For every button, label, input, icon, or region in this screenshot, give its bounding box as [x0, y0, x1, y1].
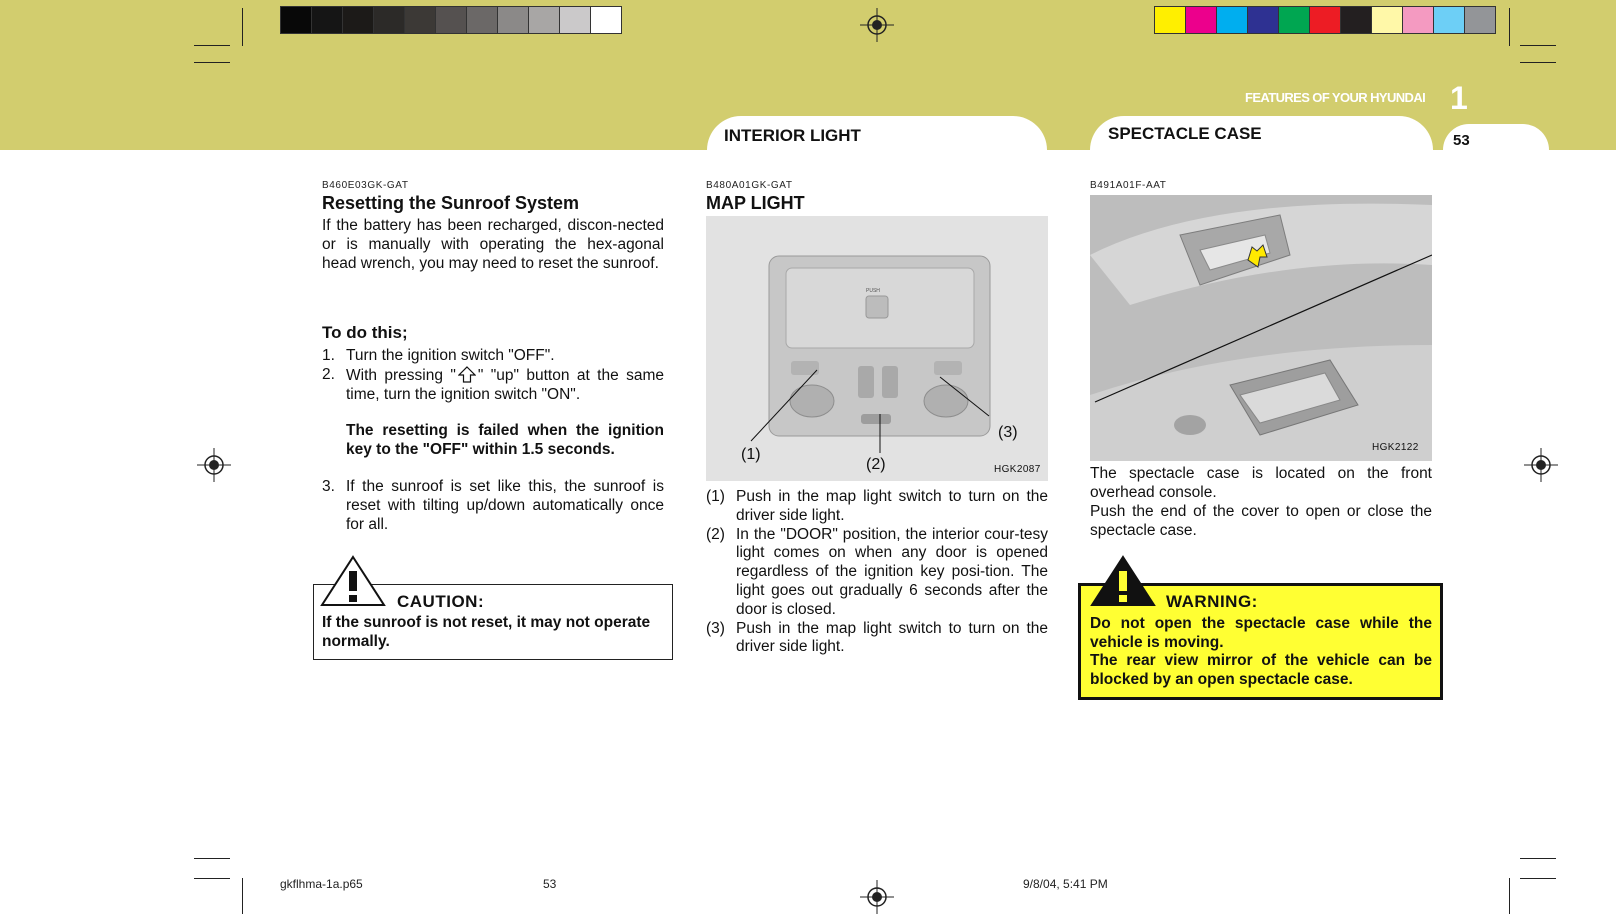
warning-triangle-icon	[1090, 555, 1156, 607]
map-light-list	[706, 488, 1048, 657]
page-number: 53	[1453, 132, 1470, 149]
crop-mark	[1520, 858, 1556, 859]
figure-push-label: PUSH	[866, 288, 880, 294]
list-number: 1.	[322, 347, 335, 364]
list-text: If the sunroof is set like this, the sunroof is reset with tilting up/down automatically once for all.	[346, 477, 664, 533]
color-swatch	[1434, 7, 1465, 33]
bold-note: The resetting is failed when the ignition key to the "OFF" within 1.5 seconds.	[346, 422, 664, 459]
map-light-illustration	[706, 216, 1048, 481]
color-swatch	[1372, 7, 1403, 33]
gray-swatch	[343, 7, 374, 33]
list-text: With pressing "	[346, 366, 456, 384]
color-swatch	[1186, 7, 1217, 33]
up-arrow-icon	[458, 366, 476, 383]
color-swatch	[1248, 7, 1279, 33]
map-light-figure	[706, 216, 1048, 481]
color-swatch	[1217, 7, 1248, 33]
color-swatch	[1465, 7, 1495, 33]
color-swatch	[1155, 7, 1186, 33]
list-item	[322, 366, 664, 405]
list-item-note	[322, 422, 664, 460]
footer-page: 53	[543, 877, 557, 891]
gray-swatch	[312, 7, 343, 33]
list-text: Turn the ignition switch "OFF".	[346, 347, 555, 364]
registration-mark-icon	[860, 880, 894, 914]
list-item	[706, 526, 1048, 620]
spectacle-paragraph-1: The spectacle case is located on the front overhead console.	[1090, 465, 1432, 501]
crop-mark	[1520, 878, 1556, 879]
crop-mark	[1520, 62, 1556, 63]
list-number: (3)	[706, 619, 725, 637]
section-heading: MAP LIGHT	[706, 193, 805, 213]
gray-swatch	[436, 7, 467, 33]
list-number: (1)	[706, 488, 725, 505]
chapter-number: 1	[1450, 80, 1468, 116]
registration-mark-icon	[1524, 448, 1558, 482]
crop-mark	[194, 62, 230, 63]
section-code: B480A01GK-GAT	[706, 180, 793, 191]
warning-text-1: Do not open the spectacle case while the vehicle is moving.	[1090, 615, 1432, 651]
warning-text-2: The rear view mirror of the vehicle can be blocked by an open spectacle case.	[1090, 652, 1432, 688]
steps-list	[322, 347, 664, 534]
gray-swatch	[281, 7, 312, 33]
registration-mark-icon	[860, 8, 894, 42]
list-item	[322, 478, 664, 534]
list-text: Push in the map light switch to turn on the driver side light.	[736, 619, 1048, 656]
callout-1: (1)	[741, 446, 761, 463]
color-swatch	[1403, 7, 1434, 33]
list-item	[322, 347, 664, 366]
crop-mark	[194, 858, 230, 859]
list-item	[706, 620, 1048, 658]
list-number: (2)	[706, 525, 725, 543]
spectacle-paragraph-2: Push the end of the cover to open or close the spectacle case.	[1090, 503, 1432, 539]
callout-3: (3)	[998, 424, 1018, 441]
gray-swatch	[498, 7, 529, 33]
caution-text: If the sunroof is not reset, it may not operate normally.	[322, 614, 651, 650]
crop-mark	[1520, 45, 1556, 46]
registration-mark-icon	[197, 448, 231, 482]
crop-mark	[242, 8, 243, 46]
warning-title: WARNING:	[1166, 592, 1258, 611]
crop-mark	[242, 878, 243, 914]
spectacle-case-figure	[1090, 195, 1432, 461]
list-text: In the "DOOR" position, the interior cour-tesy light comes on when any door is opened regardless of the ignition key posi-tion. The light goes out gradually 6 seconds after the door is closed.	[736, 525, 1048, 618]
list-text: Push in the map light switch to turn on the driver side light.	[736, 488, 1048, 524]
gray-swatch	[374, 7, 405, 33]
gray-swatch	[529, 7, 560, 33]
footer-filename: gkflhma-1a.p65	[280, 877, 363, 891]
crop-mark	[1509, 8, 1510, 46]
spectacle-case-illustration	[1090, 195, 1432, 461]
gray-swatch	[591, 7, 621, 33]
crop-mark	[1509, 878, 1510, 914]
section-heading: Resetting the Sunroof System	[322, 193, 580, 213]
footer-timestamp: 9/8/04, 5:41 PM	[1023, 877, 1108, 891]
section-code: B460E03GK-GAT	[322, 180, 409, 191]
caution-title: CAUTION:	[397, 592, 485, 611]
gray-swatch	[405, 7, 436, 33]
color-swatch	[1279, 7, 1310, 33]
gray-swatch	[560, 7, 591, 33]
list-number: 2.	[322, 365, 335, 383]
list-text: " "up" button at the same time, turn the ignition switch "ON".	[346, 366, 664, 403]
section-code: B491A01F-AAT	[1090, 180, 1167, 191]
intro-paragraph: If the battery has been recharged, discon-nected or is manually with operating the hex-agonal head wrench, you may need to reset the sunroof.	[322, 217, 664, 272]
subheading: To do this;	[322, 323, 408, 342]
figure-code: HGK2122	[1372, 442, 1419, 453]
tab-interior-light-label: INTERIOR LIGHT	[724, 126, 861, 145]
tab-spectacle-case-label: SPECTACLE CASE	[1108, 124, 1262, 143]
list-number: 3.	[322, 477, 335, 495]
section-title: FEATURES OF YOUR HYUNDAI	[1245, 90, 1426, 105]
list-item	[706, 488, 1048, 526]
figure-code: HGK2087	[994, 464, 1041, 475]
caution-triangle-icon	[320, 555, 386, 607]
gray-swatch	[467, 7, 498, 33]
crop-mark	[194, 45, 230, 46]
callout-2: (2)	[866, 456, 886, 473]
crop-mark	[194, 878, 230, 879]
color-swatch	[1341, 7, 1372, 33]
process-color-bar	[1154, 6, 1496, 34]
color-swatch	[1310, 7, 1341, 33]
grayscale-color-bar	[280, 6, 622, 34]
